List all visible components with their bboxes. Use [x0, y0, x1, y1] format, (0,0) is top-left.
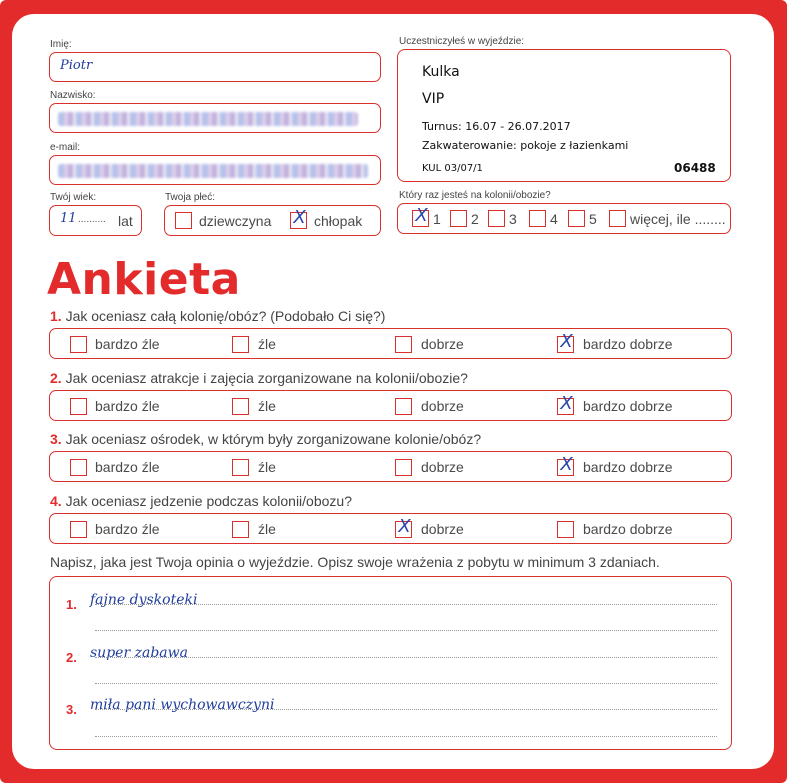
ticket-code: KUL 03/07/1 — [422, 163, 483, 174]
opinion-line-text: super zabawa — [90, 645, 188, 661]
option-bardzo-dobrze: bardzo dobrze — [583, 459, 673, 475]
answers-1 — [49, 328, 732, 359]
ticket-line1: Kulka — [422, 64, 460, 80]
checkbox-chlopak[interactable] — [290, 207, 307, 229]
nazwisko-label: Nazwisko: — [50, 90, 96, 101]
checkbox-raz-5[interactable] — [568, 210, 585, 227]
nazwisko-field[interactable] — [49, 103, 381, 133]
checkbox-q3-dobrze[interactable] — [395, 459, 412, 476]
option-raz-2: 2 — [471, 211, 479, 227]
option-bardzo-dobrze: bardzo dobrze — [583, 521, 673, 537]
opinion-line-number: 3. — [66, 702, 77, 717]
question-number: 4. — [50, 493, 62, 509]
page-title: Ankieta — [47, 254, 241, 305]
question-1 — [50, 308, 385, 324]
option-bardzo-zle: bardzo źle — [95, 459, 160, 475]
option-raz-1: 1 — [433, 211, 441, 227]
answers-2 — [49, 390, 732, 421]
checkbox-q2-bardzo-dobrze[interactable] — [557, 393, 574, 415]
question-text: Jak oceniasz jedzenie podczas kolonii/obozu? — [65, 493, 352, 509]
checkbox-dziewczyna[interactable] — [175, 212, 192, 229]
option-raz-4: 4 — [550, 211, 558, 227]
ticket-turnus: Turnus: 16.07 - 26.07.2017 — [422, 120, 571, 133]
checkmark: X — [293, 207, 306, 228]
email-label: e-mail: — [50, 142, 81, 153]
option-bardzo-dobrze: bardzo dobrze — [583, 336, 673, 352]
checkbox-q1-bardzo-zle[interactable] — [70, 336, 87, 353]
question-number: 3. — [50, 431, 62, 447]
nazwisko-redacted — [58, 112, 358, 126]
option-chlopak: chłopak — [314, 213, 363, 229]
opinion-line-text: fajne dyskoteki — [90, 592, 198, 608]
plec-field — [164, 205, 381, 236]
ticket-line2: VIP — [422, 91, 445, 107]
checkbox-q2-dobrze[interactable] — [395, 398, 412, 415]
checkmark: X — [415, 205, 428, 226]
question-number: 1. — [50, 308, 62, 324]
option-dobrze: dobrze — [421, 459, 464, 475]
option-dziewczyna: dziewczyna — [199, 213, 272, 229]
opinion-line-number: 1. — [66, 597, 77, 612]
checkbox-raz-1[interactable] — [412, 205, 429, 227]
question-number: 2. — [50, 370, 62, 386]
answers-4 — [49, 513, 732, 544]
checkbox-q3-zle[interactable] — [232, 459, 249, 476]
option-bardzo-zle: bardzo źle — [95, 336, 160, 352]
checkbox-q1-dobrze[interactable] — [395, 336, 412, 353]
wiek-field[interactable] — [49, 205, 142, 236]
question-text: Jak oceniasz ośrodek, w którym były zorganizowane kolonie/obóz? — [65, 431, 482, 447]
option-raz-3: 3 — [509, 211, 517, 227]
checkbox-q4-dobrze[interactable] — [395, 516, 412, 538]
checkbox-q1-zle[interactable] — [232, 336, 249, 353]
dotted-line — [95, 736, 717, 737]
imie-field[interactable] — [49, 52, 381, 82]
ktory-raz-field — [397, 203, 731, 234]
option-zle: źle — [258, 336, 276, 352]
checkbox-raz-3[interactable] — [488, 210, 505, 227]
option-zle: źle — [258, 521, 276, 537]
opinion-line-number: 2. — [66, 650, 77, 665]
option-bardzo-zle: bardzo źle — [95, 398, 160, 414]
checkmark: X — [398, 516, 411, 537]
uczestnik-label: Uczestniczyłeś w wyjeździe: — [399, 36, 525, 47]
checkbox-q1-bardzo-dobrze[interactable] — [557, 331, 574, 353]
option-bardzo-dobrze: bardzo dobrze — [583, 398, 673, 414]
checkmark: X — [560, 331, 573, 352]
checkbox-q3-bardzo-dobrze[interactable] — [557, 454, 574, 476]
email-field[interactable] — [49, 155, 381, 185]
plec-label: Twoja płeć: — [165, 192, 216, 203]
answers-3 — [49, 451, 732, 482]
question-3 — [50, 431, 481, 447]
dotted-line — [95, 657, 717, 658]
checkbox-raz-2[interactable] — [450, 210, 467, 227]
dotted-line — [95, 630, 717, 631]
checkbox-q2-zle[interactable] — [232, 398, 249, 415]
option-dobrze: dobrze — [421, 336, 464, 352]
question-text: Jak oceniasz atrakcje i zajęcia zorganizowane na kolonii/obozie? — [65, 370, 468, 386]
question-text: Jak oceniasz całą kolonię/obóz? (Podobało Ci się?) — [65, 308, 386, 324]
checkbox-raz-4[interactable] — [529, 210, 546, 227]
wiek-unit: lat — [118, 213, 133, 229]
checkmark: X — [560, 454, 573, 475]
wiek-label: Twój wiek: — [50, 192, 97, 203]
checkbox-raz-wiecej[interactable] — [609, 210, 626, 227]
option-dobrze: dobrze — [421, 521, 464, 537]
checkbox-q4-bardzo-zle[interactable] — [70, 521, 87, 538]
ticket-zakwaterowanie: Zakwaterowanie: pokoje z łazienkami — [422, 139, 629, 152]
dotted-line — [95, 709, 717, 710]
opinion-prompt: Napisz, jaka jest Twoja opinia o wyjeździe. Opisz swoje wrażenia z pobytu w minimum 3 zdaniach. — [50, 554, 660, 570]
checkbox-q4-bardzo-dobrze[interactable] — [557, 521, 574, 538]
option-bardzo-zle: bardzo źle — [95, 521, 160, 537]
dotted-line — [95, 604, 717, 605]
wiek-value: 11 — [60, 211, 77, 226]
imie-value: Piotr — [60, 58, 93, 73]
email-redacted — [58, 164, 368, 178]
dotted-line — [95, 683, 717, 684]
checkbox-q2-bardzo-zle[interactable] — [70, 398, 87, 415]
option-raz-wiecej: więcej, ile ........ — [630, 211, 726, 227]
opinion-line-text: miła pani wychowawczyni — [90, 697, 275, 713]
ticket-number: 06488 — [674, 161, 716, 175]
option-dobrze: dobrze — [421, 398, 464, 414]
trip-ticket — [397, 49, 731, 182]
question-2 — [50, 370, 468, 386]
imie-label: Imię: — [50, 39, 72, 50]
checkbox-q3-bardzo-zle[interactable] — [70, 459, 87, 476]
question-4 — [50, 493, 352, 509]
checkbox-q4-zle[interactable] — [232, 521, 249, 538]
wiek-dots: .......... — [78, 214, 106, 225]
option-raz-5: 5 — [589, 211, 597, 227]
checkmark: X — [560, 393, 573, 414]
ktory-raz-label: Który raz jesteś na kolonii/obozie? — [399, 190, 551, 201]
option-zle: źle — [258, 398, 276, 414]
option-zle: źle — [258, 459, 276, 475]
